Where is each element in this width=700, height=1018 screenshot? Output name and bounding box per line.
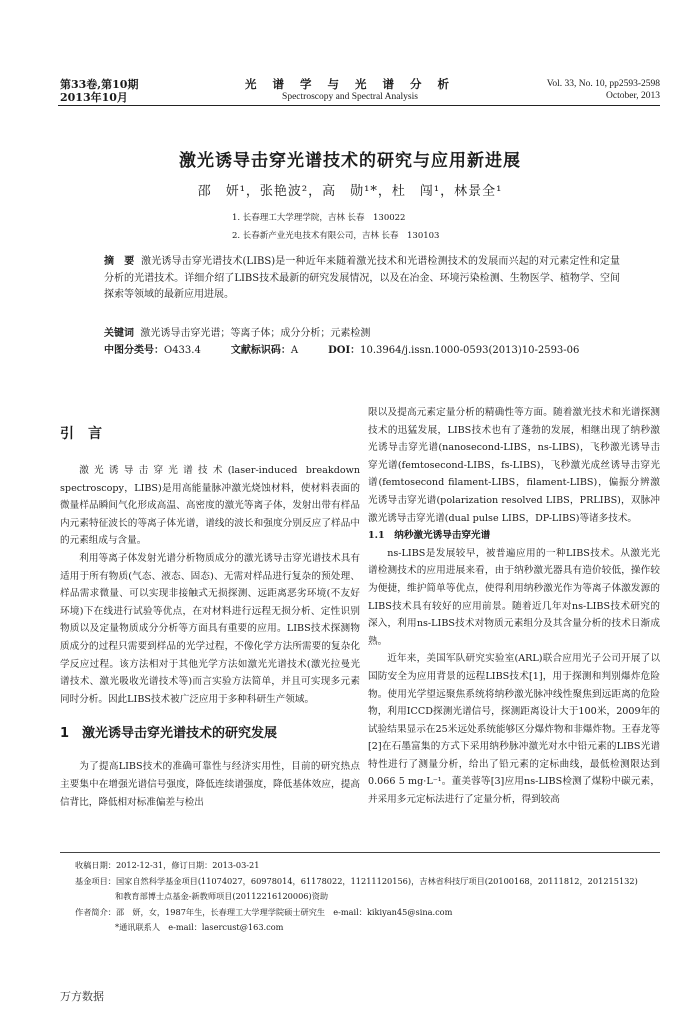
- affiliation-2: 2. 长春新产业光电技术有限公司，吉林 长春 130103: [232, 231, 440, 241]
- footnote-received: 收稿日期：2012-12-31，修订日期：2013-03-21: [75, 860, 260, 870]
- paper-title: 激光诱导击穿光谱技术的研究与应用新进展: [179, 151, 521, 171]
- paragraph: 近年来，美国军队研究实验室(ARL)联合应用光子公司开展了以国防安全为应用背景的远程LIBS技术[1]，用于探测和判别爆炸危险物。使用光学望远聚焦系统将纳秒激光脉冲线性聚焦到远距离的危险物，利用ICCD探测光谱信号，探测距离设计大于100米，2009年的试验结果显示在25米远处系统能够区分爆炸物和非爆炸物。王春龙等[2]在石墨富集的方式下采用纳秒脉冲激光对水中铅元素的LIBS光谱特性进行了测量分析，给出了铅元素的定标曲线，最低检测限达到0.066 5 mg·L⁻¹。董美蓉等[3]应用ns-LIBS检测了煤粉中碳元素，并采用多元定标法进行了定量分析，得到较高: [368, 653, 660, 806]
- volume-issue-cn: 第33卷,第10期: [60, 78, 139, 91]
- section-heading-1: 1 激光诱导击穿光谱技术的研究发展: [60, 726, 278, 742]
- header-divider: [58, 105, 660, 106]
- right-column: [368, 404, 660, 809]
- journal-name-en: Spectroscopy and Spectral Analysis: [282, 92, 418, 102]
- doc-code-label: 文献标识码：: [230, 344, 291, 356]
- affiliation-1: 1. 长春理工大学理学院，吉林 长春 130022: [232, 213, 406, 223]
- paragraph: 激光诱导击穿光谱技术(laser-induced breakdown spectroscopy，LIBS)是用高能量脉冲激光烧蚀材料，使材料表面的微量样品瞬间气化形成高温、高密度的激光等离子体，发射出带有样品内元素特征波长的等离子体光谱，谱线的波长和强度分别反应了样品中的元素组成与含量。: [60, 465, 360, 547]
- affiliations: [232, 209, 439, 245]
- keywords-label: 关键词: [104, 328, 134, 339]
- paragraph: 为了提高LIBS技术的准确可靠性与经济实用性，目前的研究热点主要集中在增强光谱信号强度，降低连续谱强度，降低基体效应，提高信背比，降低相对标准偏差与检出: [60, 761, 360, 808]
- footnotes: [75, 858, 675, 936]
- section-heading-intro: 引 言: [60, 426, 102, 442]
- subsection-heading-1-1: 1.1 纳秒激光诱导击穿光谱: [368, 530, 491, 542]
- footnote-author-bio: 作者简介：邵 妍，女，1987年生，长春理工大学理学院硕士研究生 e-mail：kikiyan45@sina.com: [75, 906, 453, 917]
- date-en: October, 2013: [606, 91, 660, 101]
- doi-label: DOI：: [328, 344, 361, 356]
- journal-name-cn: 光 谱 学 与 光 谱 分 析: [244, 77, 456, 91]
- date-cn: 2013年10月: [60, 91, 128, 104]
- footnote-corresponding: *通讯联系人 e-mail：lasercust@163.com: [115, 922, 284, 932]
- header-citation: [547, 78, 660, 102]
- footnote-divider: [60, 852, 660, 853]
- abstract: [104, 254, 620, 304]
- keywords-block: [104, 326, 634, 359]
- abstract-text: 激光诱导击穿光谱技术(LIBS)是一种近年来随着激光技术和光谱检测技术的发展而兴起的对元素定性和定量分析的光谱技术。详细介绍了LIBS技术最新的研究发展情况，以及在冶金、环境污染检测、生物医学、植物学、空间探索等领域的最新应用进展。: [104, 256, 621, 300]
- paragraph: ns-LIBS是发展较早，被普遍应用的一种LIBS技术。从激光光谱检测技术的应用进展来看，由于纳秒激光器具有造价较低，操作较为便捷，维护简单等优点，使得利用纳秒激光作为等离子体激发源的LIBS技术具有较好的应用前景。随着近几年对ns-LIBS技术研究的深入，利用ns-LIBS技术对物质元素组分及其含量分析的技术日渐成熟。: [368, 547, 660, 647]
- header-journal: [200, 78, 500, 103]
- volume-issue-en: Vol. 33, No. 10, pp2593-2598: [546, 79, 660, 89]
- clc-value: O433.4: [164, 344, 201, 356]
- footnote-funding: 基金项目：国家自然科学基金项目(11074027，60978014，61178022，11211120156)，吉林省科技厅项目(20100168，20111812，201215132): [75, 875, 638, 886]
- author-list: 邵 妍¹，张艳波²，高 勋¹*，杜 闯¹，林景全¹: [197, 184, 503, 199]
- footnote-funding-cont: 和教育部博士点基金-新教师项目(20112216120006)资助: [115, 891, 329, 901]
- watermark-text: 万方数据: [60, 990, 104, 1003]
- keywords: [104, 326, 634, 343]
- header-volume: [60, 78, 138, 104]
- abstract-label: 摘 要: [104, 256, 135, 267]
- paragraph: 利用等离子体发射光谱分析物质成分的激光诱导击穿光谱技术具有适用于所有物质(气态、液态、固态)、无需对样品进行复杂的预处理、样品需求微量、可以实现非接触式无损探测、远距离恶劣环境(不友好环境)下在线进行试验等优点，在对材料进行远程无损分析、定性识别物质以及定量物质成分分析等方面具有重要的应用。LIBS技术探测物质成分的过程只需要到样品的光学过程，不像化学方法所需要的复杂化学反应过程。该方法相对于其他光学方法如激光光谱技术(激光拉曼光谱技术、激光吸收光谱技术等)而言实验方法简单，并且可实现多元素同时分析。因此LIBS技术被广泛应用于多种科研生产领域。: [60, 552, 360, 705]
- keywords-text: 激光诱导击穿光谱；等离子体；成分分析；元素检测: [140, 328, 371, 339]
- left-column: [60, 410, 360, 811]
- clc-label: 中图分类号：: [104, 344, 164, 356]
- doc-code-value: A: [290, 344, 299, 356]
- doi-value: 10.3964/j.issn.1000-0593(2013)10-2593-06: [360, 344, 580, 356]
- classification-line: [104, 343, 634, 360]
- paragraph: 限以及提高元素定量分析的精确性等方面。随着激光技术和光谱探测技术的迅猛发展，LIBS技术也有了蓬勃的发展，相继出现了纳秒激光诱导击穿光谱(nanosecond-LIBS，ns-LIBS)，飞秒激光诱导击穿光谱(femtosecond-LIBS，fs-LIBS)，飞秒激光成丝诱导击穿光谱(femtosecond filament-LIBS，filament-LIBS)，偏振分辨激光诱导击穿光谱(polarization resolved LIBS，PRLIBS)，双脉冲激光诱导击穿光谱(dual pulse LIBS，DP-LIBS)等诸多技术。: [368, 407, 660, 524]
